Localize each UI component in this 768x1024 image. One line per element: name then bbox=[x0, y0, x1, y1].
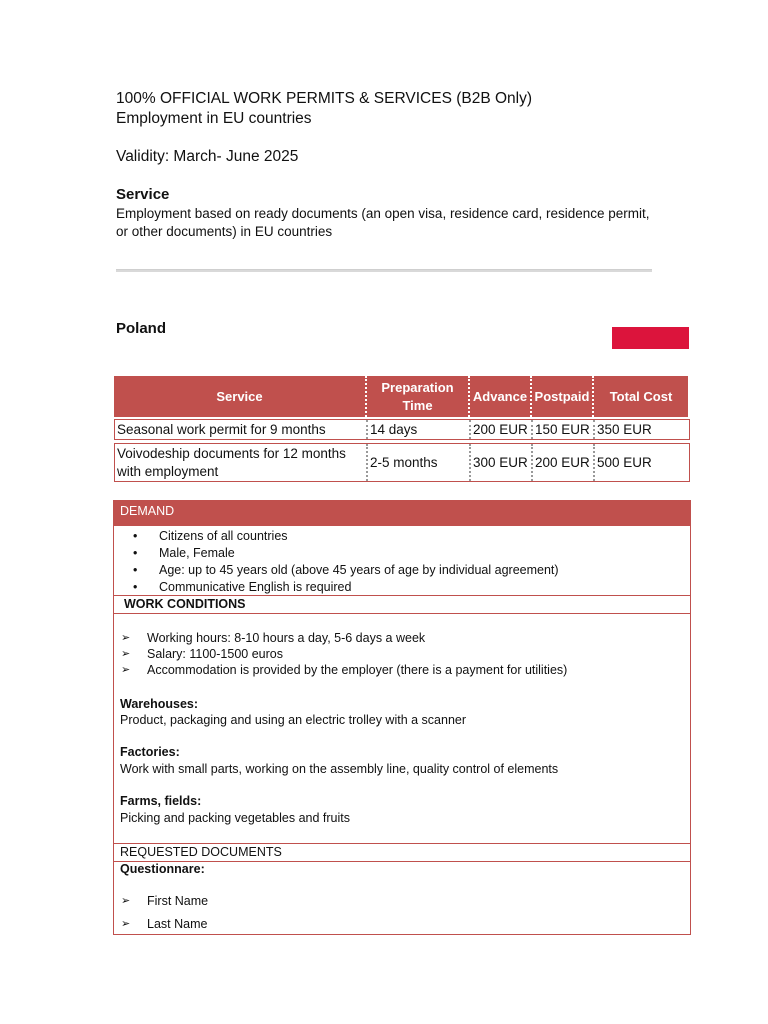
arrow-bullet-icon: ➢ bbox=[121, 648, 131, 660]
list-item-text: Communicative English is required bbox=[159, 580, 352, 594]
arrow-bullet-icon: ➢ bbox=[121, 632, 131, 644]
table-cell: Voivodeship documents for 12 months with employment bbox=[115, 444, 368, 481]
questionnaire-label: Questionnare: bbox=[120, 862, 205, 876]
header-postpaid: Postpaid bbox=[532, 376, 594, 417]
table-row bbox=[114, 443, 690, 482]
list-item-text: Male, Female bbox=[159, 546, 235, 560]
arrow-bullet-icon: ➢ bbox=[121, 895, 131, 907]
list-item bbox=[121, 893, 209, 910]
table-cell: Seasonal work permit for 9 months bbox=[115, 420, 368, 439]
table-cell: 350 EUR bbox=[597, 421, 652, 437]
list-item bbox=[133, 562, 559, 579]
arrow-bullet-icon: ➢ bbox=[121, 664, 131, 676]
header-preparation-time: Preparation Time bbox=[367, 376, 470, 417]
list-item-text: Last Name bbox=[147, 917, 208, 931]
table-row bbox=[114, 419, 690, 440]
section-title-farms: Farms, fields: bbox=[120, 794, 202, 808]
requested-documents-heading: REQUESTED DOCUMENTS bbox=[114, 843, 690, 862]
header-advance: Advance bbox=[470, 376, 532, 417]
list-item-text: Salary: 1100-1500 euros bbox=[147, 647, 283, 661]
table-cell: 150 EUR bbox=[533, 420, 595, 439]
demand-heading: DEMAND bbox=[114, 501, 690, 526]
bullet-icon: • bbox=[133, 563, 138, 577]
table-cell: 200 EUR bbox=[533, 444, 595, 481]
section-text-farms: Picking and packing vegetables and fruits bbox=[120, 811, 351, 825]
list-item bbox=[133, 579, 352, 596]
header-total-cost: Total Cost bbox=[594, 376, 688, 417]
header-service: Service bbox=[114, 376, 367, 417]
table-cell: 2-5 months bbox=[368, 444, 471, 481]
poland-flag-icon bbox=[612, 327, 689, 349]
bullet-icon: • bbox=[133, 529, 138, 543]
section-text-warehouses: Product, packaging and using an electric trolley with a scanner bbox=[120, 713, 467, 727]
bullet-icon: • bbox=[133, 580, 138, 594]
list-item-text: Age: up to 45 years old (above 45 years of age by individual agreement) bbox=[159, 563, 559, 577]
table-header-row bbox=[114, 376, 690, 417]
service-description: Employment based on ready documents (an open visa, residence card, residence permit, or other documents) in EU countries bbox=[116, 206, 650, 239]
validity-text: Validity: March- June 2025 bbox=[116, 148, 299, 165]
list-item bbox=[121, 630, 426, 647]
service-heading: Service bbox=[116, 186, 170, 203]
list-item-text: Accommodation is provided by the employer (there is a payment for utilities) bbox=[147, 663, 568, 677]
section-text-factories: Work with small parts, working on the assembly line, quality control of elements bbox=[120, 762, 559, 776]
list-item-text: First Name bbox=[147, 894, 209, 908]
table-cell: 14 days bbox=[368, 420, 471, 439]
list-item bbox=[121, 916, 208, 933]
section-title-factories: Factories: bbox=[120, 745, 180, 759]
table-cell: 500 EUR bbox=[597, 454, 652, 470]
bullet-icon: • bbox=[133, 546, 138, 560]
list-item bbox=[121, 646, 283, 663]
list-item bbox=[121, 662, 568, 679]
list-item-text: Citizens of all countries bbox=[159, 529, 288, 543]
document-title: 100% OFFICIAL WORK PERMITS & SERVICES (B2B Only) bbox=[116, 90, 533, 107]
table-cell: 200 EUR bbox=[471, 420, 533, 439]
table-cell: 300 EUR bbox=[471, 444, 533, 481]
list-item bbox=[133, 545, 235, 562]
arrow-bullet-icon: ➢ bbox=[121, 918, 131, 930]
section-title-warehouses: Warehouses: bbox=[120, 697, 199, 711]
requirements-box bbox=[113, 500, 691, 935]
divider bbox=[116, 269, 652, 272]
list-item-text: Working hours: 8-10 hours a day, 5-6 days a week bbox=[147, 631, 426, 645]
work-conditions-heading: WORK CONDITIONS bbox=[114, 595, 690, 614]
price-table bbox=[114, 376, 690, 482]
document-subtitle: Employment in EU countries bbox=[116, 110, 312, 127]
list-item bbox=[133, 528, 288, 545]
country-heading: Poland bbox=[116, 320, 167, 337]
